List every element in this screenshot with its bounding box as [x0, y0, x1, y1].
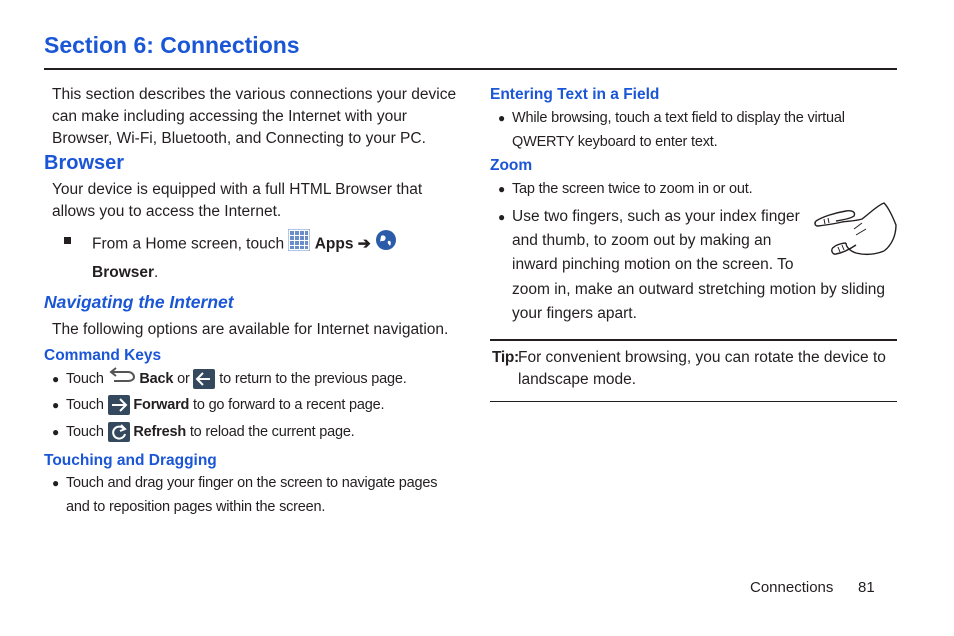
navigating-text: The following options are available for Internet navigation. — [52, 321, 449, 338]
browser-label: Browser — [92, 264, 155, 281]
refresh-label: Refresh — [133, 424, 186, 441]
tip-text: For convenient browsing, you can rotate the device to landscape mode. — [518, 349, 886, 388]
bullet-dot: ● — [498, 182, 506, 196]
title-rule — [44, 68, 897, 70]
zoom-line-1: Use two fingers, such as your index finger — [512, 208, 800, 225]
command-keys-heading: Command Keys — [44, 347, 162, 364]
tip-label: Tip: — [492, 349, 519, 366]
touch-text: Touch — [66, 371, 104, 387]
square-bullet — [64, 237, 71, 244]
footer-page-number: 81 — [858, 579, 875, 596]
back-label: Back — [139, 371, 174, 387]
zoom-bullet-1 — [490, 177, 897, 201]
browser-heading: Browser — [44, 152, 125, 174]
back-bullet — [44, 366, 464, 392]
forward-bullet — [44, 392, 464, 419]
bullet-dot: ● — [498, 111, 506, 125]
browser-step — [44, 229, 464, 286]
bullet-dot: ● — [52, 425, 60, 440]
zoom-line-3: inward pinching motion on the screen. To — [512, 256, 794, 273]
tip-box — [490, 339, 897, 402]
forward-rest: to go forward to a recent page. — [193, 397, 385, 414]
forward-key-icon — [108, 395, 130, 415]
apps-label: Apps — [314, 235, 354, 253]
or-text: or — [177, 371, 190, 387]
forward-label: Forward — [133, 397, 190, 414]
zoom-bullet-2 — [490, 205, 897, 326]
zoom-heading: Zoom — [490, 157, 533, 174]
bullet-dot: ● — [52, 372, 60, 386]
zoom-line-2: and thumb, to zoom out by making an — [512, 232, 772, 249]
zoom-item-1: Tap the screen twice to zoom in or out. — [512, 181, 753, 197]
intro-paragraph: This section describes the various connections your device can make including accessing the Internet with your Browser, Wi-Fi, Bluetooth, and Connecting to your PC. — [52, 86, 457, 147]
bullet-dot: ● — [52, 476, 60, 491]
apps-grid-icon — [288, 229, 310, 260]
bullet-dot: ● — [52, 398, 60, 413]
refresh-bullet — [44, 419, 464, 446]
page-title: Section 6: Connections — [44, 32, 300, 58]
entering-heading: Entering Text in a Field — [490, 86, 660, 103]
browser-text: Your device is equipped with a full HTML Browser that allows you to access the Internet. — [52, 181, 423, 220]
touching-bullet — [44, 471, 464, 519]
touching-text: Touch and drag your finger on the screen to navigate pages and to reposition pages within the screen. — [66, 475, 438, 516]
footer-section: Connections — [750, 579, 834, 596]
pinch-hand-icon — [812, 199, 898, 267]
period: . — [154, 264, 159, 281]
touch-text: Touch — [66, 424, 104, 441]
entering-bullet — [490, 106, 897, 154]
arrow-glyph: ➔ — [357, 235, 371, 253]
right-column — [490, 84, 897, 402]
bullet-dot: ● — [498, 210, 506, 224]
back-key-icon — [193, 369, 215, 389]
step-prefix: From a Home screen, touch — [92, 235, 285, 253]
zoom-rest: zoom in, make an outward stretching motion by sliding your fingers apart. — [512, 281, 886, 322]
refresh-key-icon — [108, 422, 130, 442]
left-column — [44, 84, 464, 519]
back-rest: to return to the previous page. — [219, 371, 407, 387]
entering-text: While browsing, touch a text field to display the virtual QWERTY keyboard to enter text. — [512, 110, 845, 150]
touching-heading: Touching and Dragging — [44, 452, 217, 470]
navigating-heading: Navigating the Internet — [44, 292, 234, 312]
back-arrow-icon — [108, 366, 136, 392]
touch-text: Touch — [66, 397, 104, 414]
refresh-rest: to reload the current page. — [189, 424, 355, 441]
browser-globe-icon — [375, 229, 397, 260]
